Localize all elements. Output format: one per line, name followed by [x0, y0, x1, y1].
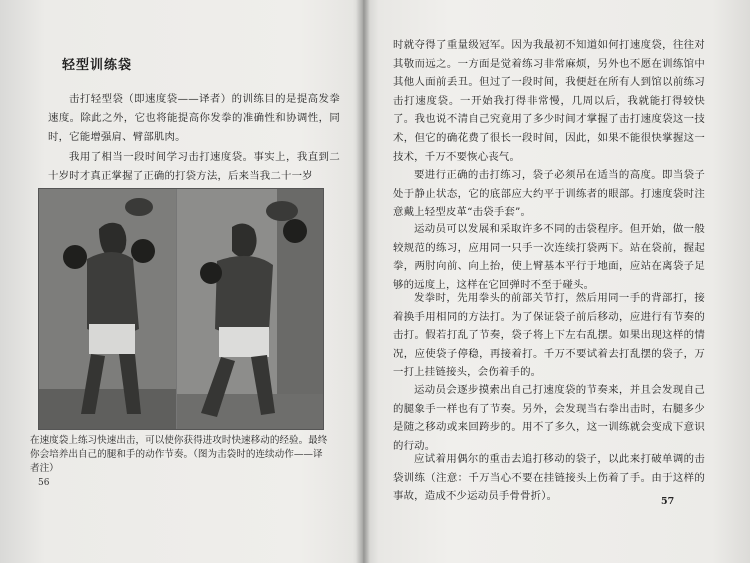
right-continuation-paragraph: 时就夺得了重量级冠军。因为我最初不知道如何打速度袋，往往对其敬而远之。一方面是觉着练习非常麻烦，另外也不愿在训练馆中其他人面前丢丑。但过了一段时间，我便赶在所有人到馆以前练习击打速度袋。一开始我打得非常慢，几周以后，我就能打得较快了。我也说不清自己究竟用了多少时间才掌握了击打速度袋这一技术，但它的确花费了很长一段时间，因此，如果不能很快掌握这一技术，千万不要恢心丧气。 [393, 39, 705, 163]
right-paragraph-1: 要进行正确的击打练习，袋子必须吊在适当的高度。即当袋子处于静止状态，它的底部应大约平于训练者的眼部。打速度袋时注意戴上轻型皮革“击袋手套”。 [393, 169, 705, 219]
page-number-left: 56 [38, 478, 50, 488]
section-heading: 轻型训练袋 [62, 58, 133, 73]
right-paragraph-3: 发拳时，先用拳头的前部关节打，然后用同一手的背部打，接着换手用相同的方法打。为了保证袋子前后移动，应进行有节奏的击打。假若打乱了节奏，袋子将上下左右乱摆。如果出现这样的情况，应使袋子停稳，再接着打。千万不要试着去打乱摆的袋子，万一打上挂链接头，会伤着手的。 [393, 292, 705, 379]
right-paragraph-2: 运动员可以发展和采取许多不同的击袋程序。但开始，做一般较规范的练习，应用同一只手一次连续打袋两下。站在袋前，握起拳，两肘向前、向上抬，使上臂基本平行于地面，应站在离袋子足够的远度上，这样在它回弹时不至于碰头。 [393, 223, 705, 291]
left-page [0, 0, 365, 563]
left-paragraph-2: 我用了相当一段时间学习击打速度袋。事实上，我直到二十岁时才真正掌握了正确的打袋方法，后来当我二十一岁 [48, 151, 340, 182]
right-paragraph-5: 应试着用偶尔的重击去追打移动的袋子，以此来打破单调的击袋训练（注意：千万当心不要在挂链接头上伤着了手。由于这样的事故，造成不少运动员手骨骨折）。 [393, 453, 705, 503]
right-paragraph-4: 运动员会逐步摸索出自己打速度袋的节奏来，并且会发现自己的腿象手一样也有了节奏。另外，会发现当右拳出击时，右腿多少是随之移动或来回跨步的。用不了多久，这一训练就会变成下意识的行动。 [393, 384, 705, 452]
left-paragraph-1: 击打轻型袋（即速度袋——译者）的训练目的是提高发拳速度。除此之外，它也将能提高你发拳的准确性和协调性，同时，它能增强肩、臂部肌肉。 [48, 93, 340, 143]
boxer-photo-right [177, 189, 323, 429]
figure-caption: 在速度袋上练习快速出击，可以使你获得进攻时快速移动的经验。最终你会培养出自己的腿和手的动作节奏。（图为击袋时的连续动作——译者注） [30, 435, 328, 474]
boxer-photo-figure [38, 188, 324, 430]
right-page [365, 0, 750, 563]
boxer-photo-left [39, 189, 176, 429]
page-number-right: 57 [661, 496, 675, 507]
